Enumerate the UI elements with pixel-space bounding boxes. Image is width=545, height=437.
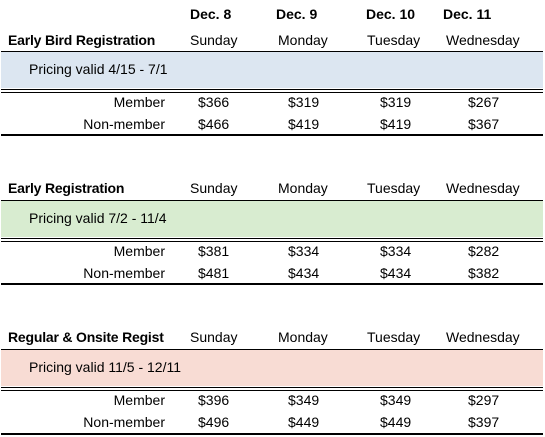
- day-label: Monday: [278, 32, 328, 48]
- pricing-valid-text: Pricing valid 4/15 - 7/1: [29, 61, 168, 77]
- price-cell: $396: [198, 392, 230, 408]
- price-cell: $466: [198, 116, 230, 132]
- price-cell: $397: [468, 414, 500, 430]
- price-cell: $366: [198, 94, 230, 110]
- day-label: Wednesday: [446, 32, 520, 48]
- price-cell: $297: [468, 392, 500, 408]
- pricing-band: [1, 349, 543, 386]
- row-label-non-member: Non-member: [83, 414, 165, 430]
- price-cell: $367: [468, 116, 500, 132]
- price-cell: $449: [288, 414, 320, 430]
- day-label: Sunday: [190, 32, 238, 48]
- date-header-1: Dec. 8: [190, 6, 232, 22]
- date-header-4: Dec. 11: [443, 6, 492, 22]
- section-bottom-rule: [1, 433, 543, 435]
- day-label: Monday: [278, 329, 328, 345]
- price-cell: $434: [288, 265, 320, 281]
- section-title: Regular & Onsite Regist: [8, 329, 164, 345]
- row-label-member: Member: [113, 243, 165, 259]
- price-cell: $419: [288, 116, 320, 132]
- price-cell: $267: [468, 94, 500, 110]
- day-label: Wednesday: [446, 180, 520, 196]
- day-label: Monday: [278, 180, 328, 196]
- price-cell: $349: [288, 392, 320, 408]
- section-bottom-rule: [1, 134, 543, 136]
- day-label: Tuesday: [367, 329, 421, 345]
- pricing-band: [1, 200, 543, 237]
- double-rule: [1, 89, 543, 93]
- day-label: Tuesday: [367, 180, 421, 196]
- price-cell: $282: [468, 243, 500, 259]
- pricing-band: [1, 51, 543, 88]
- section-title: Early Bird Registration: [8, 32, 156, 48]
- row-label-member: Member: [113, 392, 165, 408]
- price-cell: $334: [288, 243, 320, 259]
- price-cell: $481: [198, 265, 230, 281]
- section-title: Early Registration: [8, 180, 125, 196]
- price-cell: $419: [380, 116, 412, 132]
- price-cell: $319: [380, 94, 412, 110]
- price-cell: $381: [198, 243, 230, 259]
- double-rule: [1, 238, 543, 242]
- date-header-3: Dec. 10: [366, 6, 416, 22]
- price-cell: $449: [380, 414, 412, 430]
- price-cell: $334: [380, 243, 412, 259]
- day-label: Sunday: [190, 329, 238, 345]
- price-cell: $319: [288, 94, 320, 110]
- price-cell: $496: [198, 414, 230, 430]
- price-cell: $434: [380, 265, 412, 281]
- day-label: Sunday: [190, 180, 238, 196]
- date-header-2: Dec. 9: [276, 6, 318, 22]
- price-cell: $382: [468, 265, 500, 281]
- row-label-non-member: Non-member: [83, 116, 165, 132]
- section-bottom-rule: [1, 283, 543, 285]
- day-label: Wednesday: [446, 329, 520, 345]
- day-label: Tuesday: [367, 32, 421, 48]
- pricing-valid-text: Pricing valid 11/5 - 12/11: [29, 359, 182, 375]
- double-rule: [1, 387, 543, 391]
- price-cell: $349: [380, 392, 412, 408]
- row-label-non-member: Non-member: [83, 265, 165, 281]
- row-label-member: Member: [113, 94, 165, 110]
- pricing-valid-text: Pricing valid 7/2 - 11/4: [29, 210, 167, 226]
